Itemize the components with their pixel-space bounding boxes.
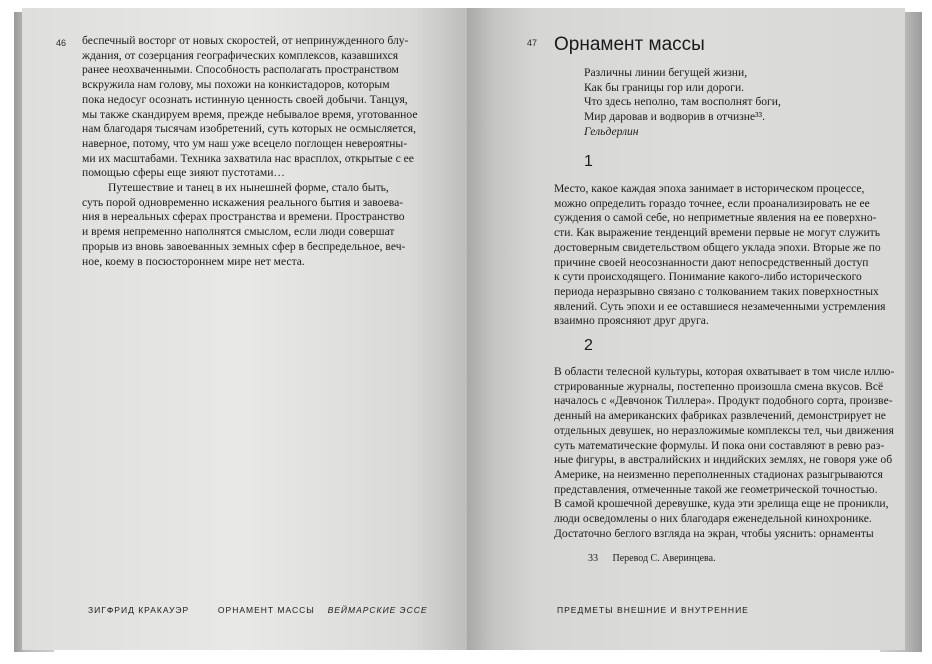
right-page-number: 47 bbox=[527, 38, 538, 48]
text-line: причине своей неосознанности дают непосредственный доступ bbox=[554, 255, 869, 269]
epigraph bbox=[584, 66, 781, 140]
text-line: представления, отмеченные такой же геометрической точностью. bbox=[554, 482, 878, 496]
epigraph-line: Что здесь неполно, там восполнят боги, bbox=[584, 95, 781, 109]
text-line: помощью сферы еще зияют пустотами… bbox=[82, 166, 286, 180]
text-line: Достаточно беглого взгляда на экран, чтобы уяснить: орнаменты bbox=[554, 526, 874, 540]
text-line: суть математические формулы. И пока они составляют в ревю раз- bbox=[554, 438, 885, 452]
text-line: Путешествие и танец в их нынешней форме, стало быть, bbox=[108, 181, 389, 194]
text-line: ное, коему в посюстороннем мире нет места. bbox=[82, 254, 305, 268]
section-1-text bbox=[554, 182, 886, 329]
text-line: и время непременно наполнятся смыслом, если люди совершат bbox=[82, 225, 395, 239]
text-line: нам благодаря тысячам изобретений, суть которых не осмысляется, bbox=[82, 122, 416, 136]
right-running-footer: ПРЕДМЕТЫ ВНЕШНИЕ И ВНУТРЕННИЕ bbox=[557, 605, 749, 615]
left-paragraph-1 bbox=[82, 34, 417, 181]
text-line: явлений. Суть эпохи и ее оставшиеся незамеченными устремления bbox=[554, 299, 886, 313]
text-line: периода неразрывно связано с толкованием таких поверхностных bbox=[554, 284, 879, 298]
text-line: суждения о самой себе, но неприметные явления на ее поверхно- bbox=[554, 211, 877, 225]
epigraph-line: Различны линии бегущей жизни, bbox=[584, 66, 748, 79]
footer-book-subtitle: ВЕЙМАРСКИЕ ЭССЕ bbox=[327, 605, 428, 615]
text-line: В области телесной культуры, которая охватывает в том числе иллю- bbox=[554, 365, 895, 378]
text-line: отдельных девушек, но неразложимые комплексы тел, чьи движения bbox=[554, 423, 894, 437]
text-line: мы также скандируем время, прежде небывалое время, уготованное bbox=[82, 107, 418, 121]
text-line: к сути происходящего. Понимание какого-либо исторического bbox=[554, 270, 862, 284]
text-line: ния в нереальных сферах пространства и времени. Пространство bbox=[82, 210, 405, 224]
text-line: ждания, от созерцания географических комплексов, казавшихся bbox=[82, 48, 399, 62]
text-line: В самой крошечной деревушке, куда эти зрелища еще не проникли, bbox=[554, 497, 889, 511]
footer-book-title: ОРНАМЕНТ МАССЫ bbox=[217, 605, 315, 615]
left-page-number: 46 bbox=[56, 38, 67, 48]
text-line: наверное, потому, что ум наш уже всецело поглощен невероятны- bbox=[82, 136, 408, 150]
text-line: беспечный восторг от новых скоростей, от непринужденного блу- bbox=[82, 34, 409, 47]
text-line: вскружила нам голову, мы похожи на конкистадоров, которым bbox=[82, 78, 390, 92]
text-line: Америке, на неизменно переполненных стадионах разыгрываются bbox=[554, 467, 883, 481]
text-line: денный на американских фабриках развлечений, демонстрирует не bbox=[554, 409, 886, 423]
text-line: ранее неохваченными. Способность располагать пространством bbox=[82, 63, 399, 77]
chapter-title: Орнамент массы bbox=[554, 34, 705, 55]
text-line: стрированные журналы, постепенно произошла смена вкусов. Всё bbox=[554, 379, 884, 393]
text-line: ми их масштабами. Техника захватила нас врасплох, открытые с ее bbox=[82, 151, 414, 165]
epigraph-line: Как бы границы гор или дороги. bbox=[584, 80, 745, 94]
text-line: можно определить гораздо точнее, если проанализировать не ее bbox=[554, 196, 870, 210]
text-line: достоверным свидетельством общего уклада эпохи. Вторые же по bbox=[554, 240, 881, 254]
footnote-number: 33 bbox=[588, 553, 598, 564]
text-line: началось с «Девчонок Тиллера». Продукт подобного сорта, произве- bbox=[554, 394, 893, 408]
text-line: ные фигуры, в австралийских и индийских землях, не говоря уже об bbox=[554, 453, 893, 467]
left-paragraph-2 bbox=[82, 181, 405, 269]
epigraph-author: Гельдерлин bbox=[584, 124, 639, 138]
text-line: прорыв из вновь завоеванных земных сфер в беспредельное, веч- bbox=[82, 239, 406, 253]
text-line: суть порой одновременно искажения реального бытия и завоева- bbox=[82, 195, 404, 209]
section-number-2: 2 bbox=[584, 337, 593, 354]
text-line: Место, какое каждая эпоха занимает в историческом процессе, bbox=[554, 182, 865, 195]
section-number-1: 1 bbox=[584, 153, 593, 170]
footer-author: ЗИГФРИД КРАКАУЭР bbox=[88, 605, 190, 615]
footnote bbox=[588, 553, 716, 564]
left-running-footer bbox=[88, 605, 428, 615]
footnote-text: Перевод С. Аверинцева. bbox=[612, 553, 716, 564]
text-line: люди осведомлены о них благодаря еженедельной кинохронике. bbox=[554, 512, 872, 526]
text-line: пока недосуг осознать истинную ценность своей добычи. Танцуя, bbox=[82, 92, 408, 106]
text-line: сти. Как выражение тенденций времени первые не могут служить bbox=[554, 226, 881, 240]
text-line: взаимно проясняют друг друга. bbox=[554, 314, 709, 328]
section-2-text bbox=[554, 365, 894, 541]
epigraph-line: Мир даровав и водворив в отчизне³³. bbox=[584, 110, 766, 124]
